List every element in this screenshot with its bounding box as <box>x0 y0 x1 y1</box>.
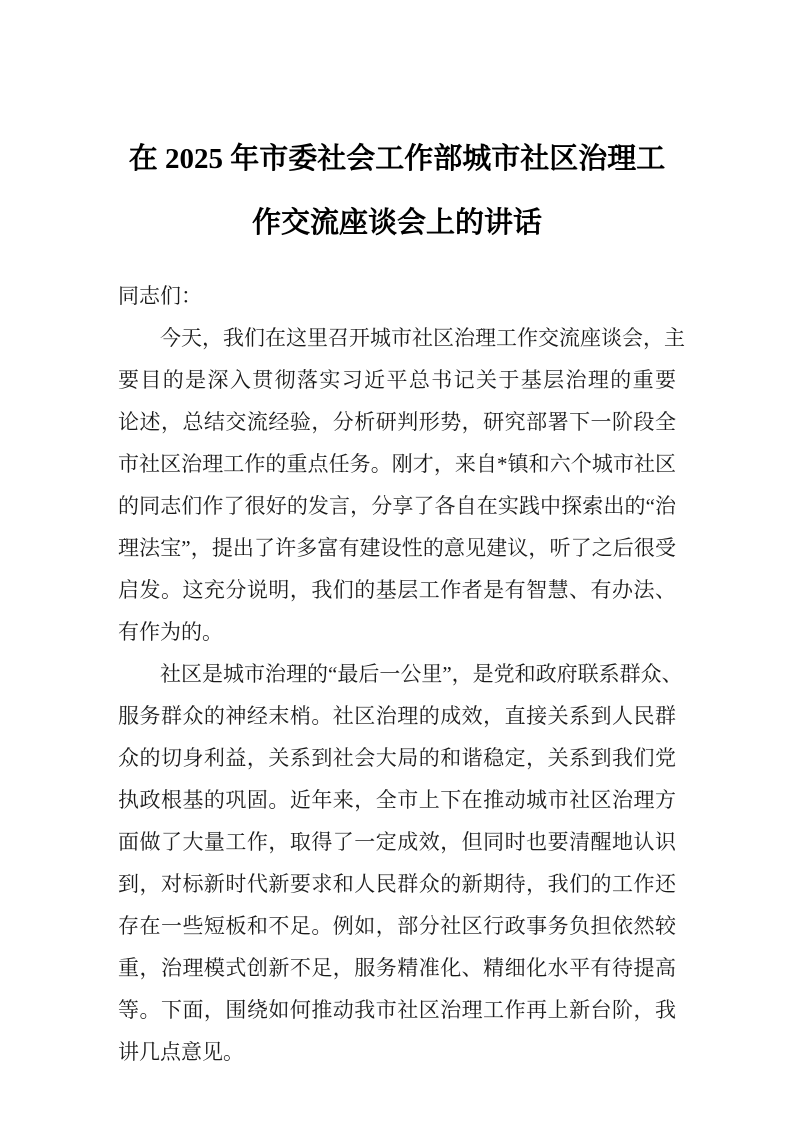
paragraph-line: 要目的是深入贯彻落实习近平总书记关于基层治理的重要 <box>118 367 676 392</box>
paragraph-line: 市社区治理工作的重点任务。刚才，来自*镇和六个城市社区 <box>118 451 676 476</box>
paragraph-line: 众的切身利益，关系到社会大局的和谐稳定，关系到我们党 <box>118 745 676 770</box>
paragraph-line: 今天，我们在这里召开城市社区治理工作交流座谈会，主 <box>160 325 685 350</box>
paragraph-line: 讲几点意见。 <box>118 1039 244 1064</box>
paragraph-line: 面做了大量工作，取得了一定成效，但同时也要清醒地认识 <box>118 829 676 854</box>
paragraph <box>118 653 683 1073</box>
paragraph-line: 理法宝”，提出了许多富有建设性的意见建议，听了之后很受 <box>118 535 676 560</box>
title-line: 在 2025 年市委社会工作部城市社区治理工 <box>128 143 666 176</box>
title-line: 作交流座谈会上的讲话 <box>251 207 542 240</box>
paragraph-line: 的同志们作了很好的发言，分享了各自在实践中探索出的“治 <box>118 493 676 518</box>
paragraph-line: 启发。这充分说明，我们的基层工作者是有智慧、有办法、 <box>118 577 676 602</box>
paragraph-line: 存在一些短板和不足。例如，部分社区行政事务负担依然较 <box>118 913 676 938</box>
document-body <box>118 275 685 1073</box>
paragraph-line: 有作为的。 <box>118 619 223 644</box>
paragraph-line: 到，对标新时代新要求和人民群众的新期待，我们的工作还 <box>118 871 676 896</box>
paragraph-line: 论述，总结交流经验，分析研判形势，研究部署下一阶段全 <box>118 409 676 434</box>
paragraph-line: 服务群众的神经末梢。社区治理的成效，直接关系到人民群 <box>118 703 676 728</box>
paragraph <box>118 317 685 653</box>
paragraph-line: 等。下面，围绕如何推动我市社区治理工作再上新台阶，我 <box>118 997 676 1022</box>
paragraph-line: 重，治理模式创新不足，服务精准化、精细化水平有待提高 <box>118 955 676 980</box>
document-title <box>118 127 676 255</box>
paragraph-line: 社区是城市治理的“最后一公里”，是党和政府联系群众、 <box>160 661 683 686</box>
salutation: 同志们： <box>118 283 202 308</box>
paragraph-line: 执政根基的巩固。近年来，全市上下在推动城市社区治理方 <box>118 787 676 812</box>
